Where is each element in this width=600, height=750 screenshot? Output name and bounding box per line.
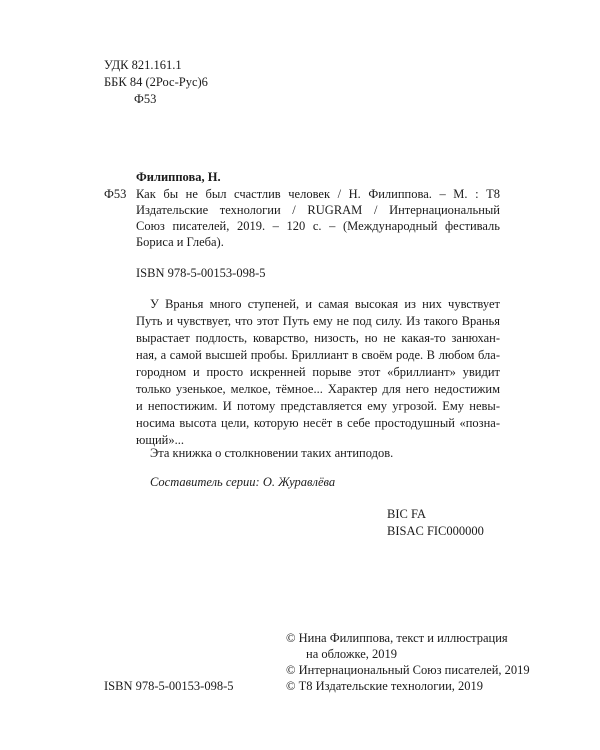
record-line: Издательские технологии / RUGRAM / Интернациональный (136, 203, 500, 217)
copyright-block (286, 630, 530, 694)
subject-codes (387, 506, 484, 540)
record-line: Бориса и Глеба). (136, 235, 224, 249)
annotation-line: Путь и чувствует, что этот Путь ему не под силу. Из такого Вранья (136, 314, 500, 328)
annotation-line: носима высота цели, которую несёт в себе простодушный «позна- (136, 416, 500, 430)
annotation-line: городном и просто искренней порыве этот «бриллиант» увидит (136, 365, 500, 379)
bbk-code: ББК 84 (2Рос-Рус)6 (104, 75, 208, 89)
isbn-bottom: ISBN 978-5-00153-098-5 (104, 679, 234, 693)
author-heading: Филиппова, Н. (136, 170, 221, 184)
copyright-line: на обложке, 2019 (306, 647, 398, 661)
copyright-line: © Нина Филиппова, текст и иллюстрация (286, 631, 508, 645)
record-line: Союз писателей, 2019. – 120 с. – (Международный фестиваль (136, 219, 500, 233)
annotation-line: ная, а самой высшей пробы. Бриллиант в своём роде. В любом бла- (136, 348, 500, 362)
annotation-line: У Вранья много ступеней, и самая высокая из них чувствует (150, 297, 500, 311)
annotation-line: и непостижим. И потому представляется ему угрозой. Ему невы- (136, 399, 500, 413)
copyright-line: © Интернациональный Союз писателей, 2019 (286, 663, 530, 677)
record-line: Как бы не был счастлив человек / Н. Филиппова. – М. : Т8 (136, 187, 500, 201)
udk-code: УДК 821.161.1 (104, 58, 182, 72)
record-cipher: Ф53 (104, 187, 127, 201)
annotation-line: ющий»... (136, 433, 184, 447)
bic-code: BIC FA (387, 507, 427, 521)
annotation-line: только узенькое, мелкое, тёмное... Характер для него недостижим (136, 382, 500, 396)
isbn-record: ISBN 978-5-00153-098-5 (136, 266, 266, 280)
bisac-code: BISAC FIC000000 (387, 524, 484, 538)
bibliographic-record (136, 186, 500, 250)
copyright-line: © Т8 Издательские технологии, 2019 (286, 679, 484, 693)
annotation-line: вырастает подлость, коварство, низость, но не какая-то занюхан- (136, 331, 500, 345)
annotation (136, 296, 500, 449)
series-compiler: Составитель серии: О. Журавлёва (150, 475, 336, 489)
author-cipher: Ф53 (134, 92, 157, 106)
annotation-closing: Эта книжка о столкновении таких антиподов. (150, 446, 394, 460)
classification-block (104, 57, 208, 108)
